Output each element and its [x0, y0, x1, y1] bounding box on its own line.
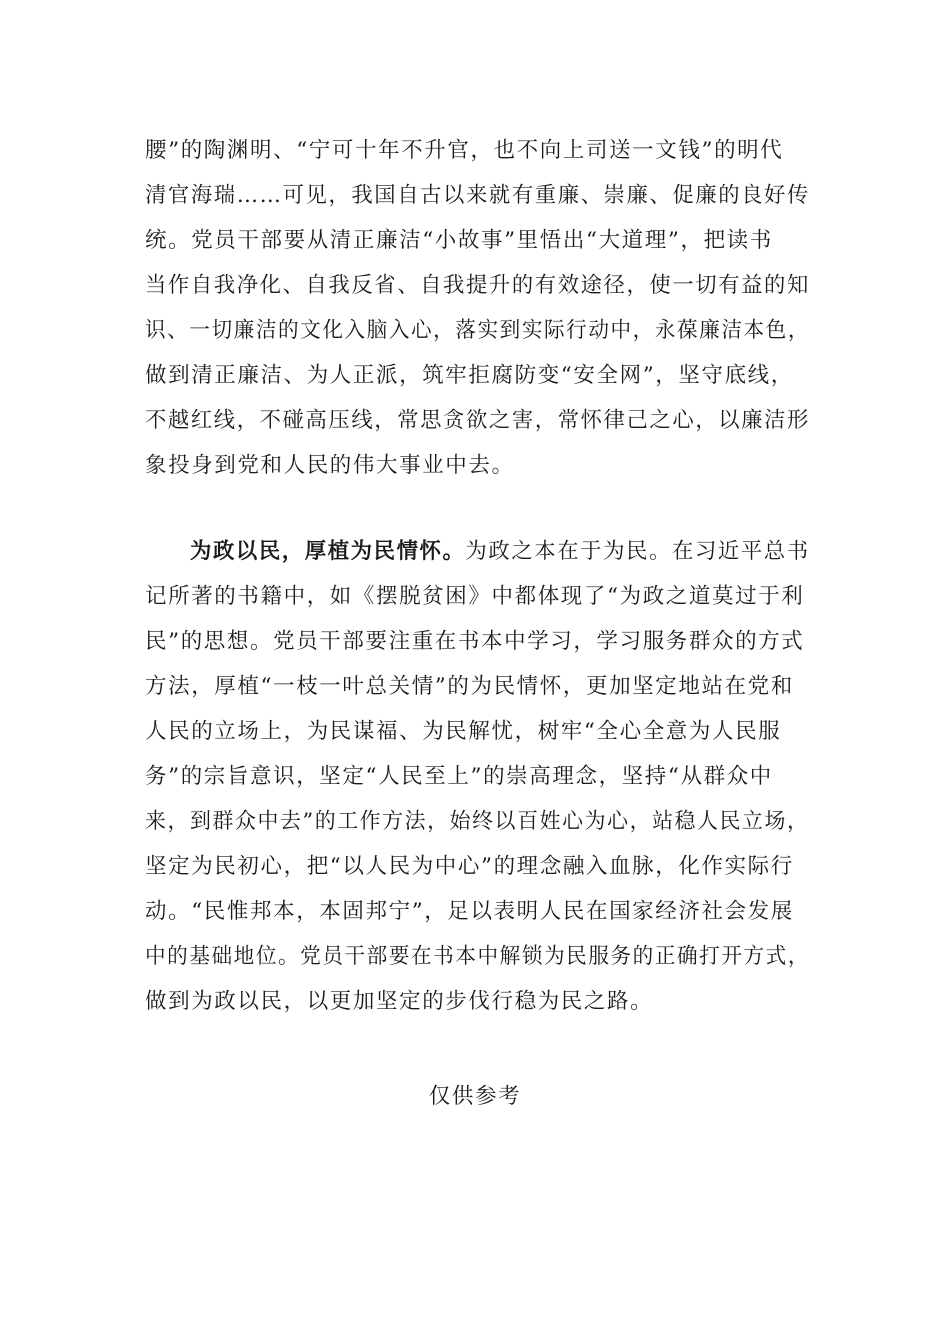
paragraph-line: 坚定为民初心，把“以人民为中心”的理念融入血脉，化作实际行	[145, 854, 794, 879]
paragraph-line: 做到清正廉洁、为人正派，筑牢拒腐防变“安全网”，坚守底线，	[145, 363, 794, 388]
paragraph-line: 识、一切廉洁的文化入脑入心，落实到实际行动中，永葆廉洁本色，	[145, 318, 811, 343]
paragraph-line: 统。党员干部要从清正廉洁“小故事”里悟出“大道理”，把读书	[145, 228, 773, 253]
paragraph-line: 腰”的陶渊明、“宁可十年不升官，也不向上司送一文钱”的明代	[145, 138, 784, 163]
paragraph-line: 动。“民惟邦本，本固邦宁”，足以表明人民在国家经济社会发展	[145, 899, 794, 924]
paragraph-line: 清官海瑞……可见，我国自古以来就有重廉、崇廉、促廉的良好传	[145, 183, 810, 208]
footer-note: 仅供参考	[428, 1084, 522, 1109]
paragraph-line: 不越红线，不碰高压线，常思贪欲之害，常怀律己之心，以廉洁形	[145, 408, 810, 433]
paragraph-heading: 为政以民，厚植为民情怀。	[190, 539, 466, 564]
paragraph-line: 民”的思想。党员干部要注重在书本中学习，学习服务群众的方式	[145, 629, 805, 654]
paragraph-line: 务”的宗旨意识，坚定“人民至上”的崇高理念，坚持“从群众中	[145, 764, 773, 789]
paragraph-first-line-text: 为政之本在于为民。在习近平总书	[465, 539, 810, 564]
paragraph-line: 当作自我净化、自我反省、自我提升的有效途径，使一切有益的知	[145, 273, 810, 298]
paragraph-line: 做到为政以民，以更加坚定的步伐行稳为民之路。	[145, 989, 654, 1014]
paragraph-line: 方法，厚植“一枝一叶总关情”的为民情怀，更加坚定地站在党和	[145, 674, 794, 699]
paragraph-line: 记所著的书籍中，如《摆脱贫困》中都体现了“为政之道莫过于利	[145, 584, 805, 609]
paragraph-first-line	[190, 537, 810, 567]
paragraph-line: 中的基础地位。党员干部要在书本中解锁为民服务的正确打开方式，	[145, 944, 811, 969]
paragraph-line: 人民的立场上，为民谋福、为民解忧，树牢“全心全意为人民服	[145, 719, 782, 744]
paragraph-line: 来，到群众中去”的工作方法，始终以百姓心为心，站稳人民立场，	[145, 809, 810, 834]
paragraph-line: 象投身到党和人民的伟大事业中去。	[145, 453, 515, 478]
